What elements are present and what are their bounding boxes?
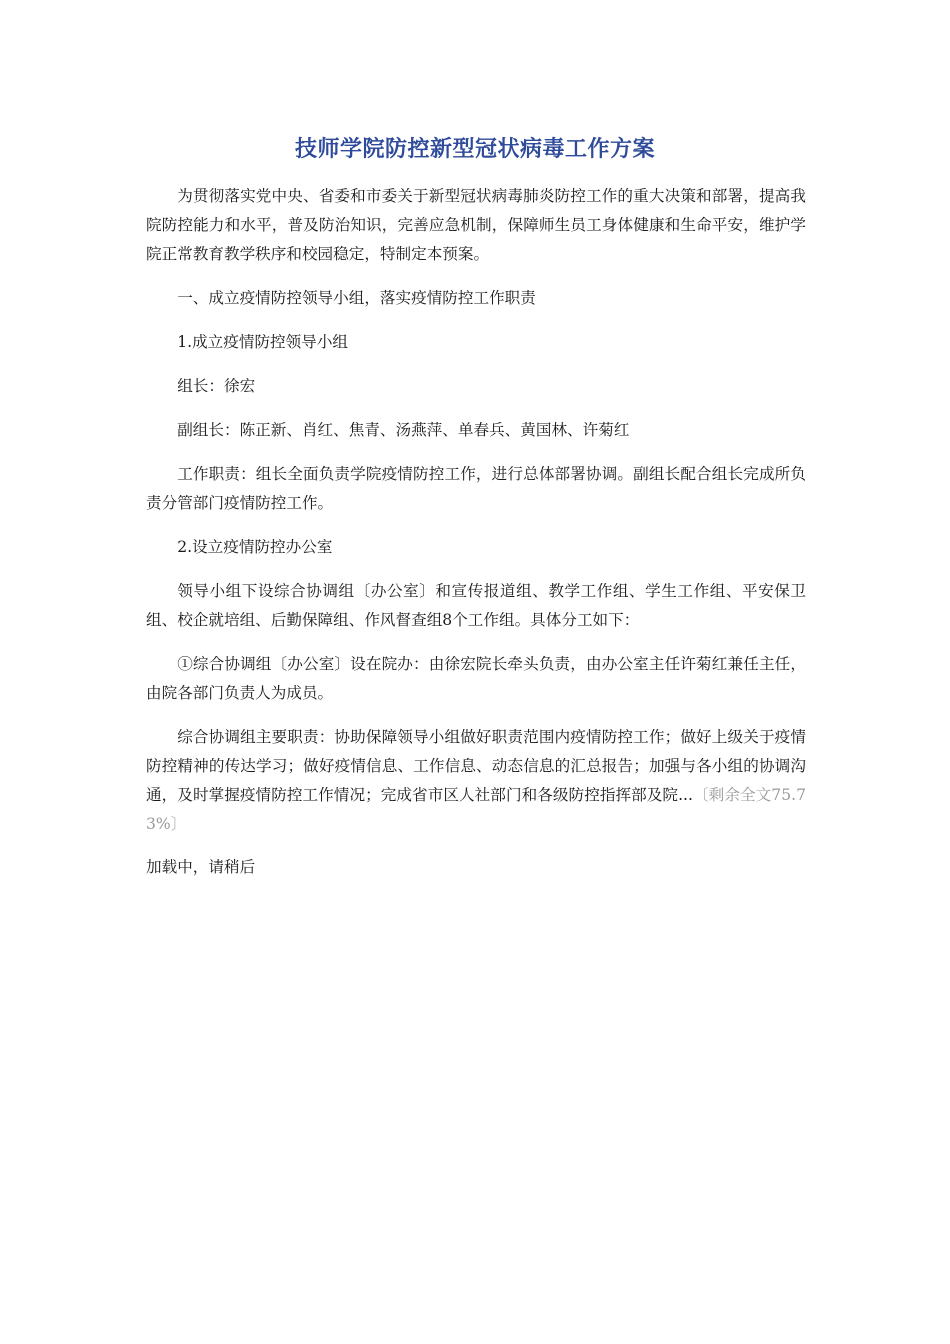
- deputy-leaders-line: 副组长：陈正新、肖红、焦青、汤燕萍、单春兵、黄国林、许菊红: [177, 421, 630, 439]
- document-body: [146, 182, 806, 882]
- subsection-heading-1: 1.成立疫情防控领导小组: [177, 333, 349, 351]
- section-heading-1: 一、成立疫情防控领导小组，落实疫情防控工作职责: [177, 289, 536, 307]
- remaining-content-link[interactable]: 〔剩余全文75.73%〕: [146, 786, 806, 833]
- subsection-heading-2: 2.设立疫情防控办公室: [177, 538, 333, 556]
- working-groups-paragraph: 领导小组下设综合协调组〔办公室〕和宣传报道组、教学工作组、学生工作组、平安保卫组、校企就培组、后勤保障组、作风督查组8个工作组。具体分工如下：: [146, 582, 806, 629]
- duties-paragraph: 工作职责：组长全面负责学院疫情防控工作，进行总体部署协调。副组长配合组长完成所负责分管部门疫情防控工作。: [146, 465, 806, 512]
- team-leader-line: 组长：徐宏: [177, 377, 256, 395]
- intro-paragraph: 为贯彻落实党中央、省委和市委关于新型冠状病毒肺炎防控工作的重大决策和部署，提高我院防控能力和水平，普及防治知识，完善应急机制，保障师生员工身体健康和生命平安，维护学院正常教育教学秩序和校园稳定，特制定本预案。: [146, 187, 806, 263]
- coordination-duties-text: 综合协调组主要职责：协助保障领导小组做好职责范围内疫情防控工作；做好上级关于疫情防控精神的传达学习；做好疫情信息、工作信息、动态信息的汇总报告；加强与各小组的协调沟通，及时掌握疫情防控工作情况；完成省市区人社部门和各级防控指挥部及院...: [146, 728, 806, 804]
- coordination-duties-paragraph: [146, 723, 806, 839]
- document-title: 技师学院防控新型冠状病毒工作方案: [294, 137, 655, 162]
- loading-message: 加载中，请稍后: [146, 858, 256, 876]
- coordination-group-paragraph: ①综合协调组〔办公室〕设在院办：由徐宏院长牵头负责，由办公室主任许菊红兼任主任，由院各部门负责人为成员。: [146, 655, 806, 702]
